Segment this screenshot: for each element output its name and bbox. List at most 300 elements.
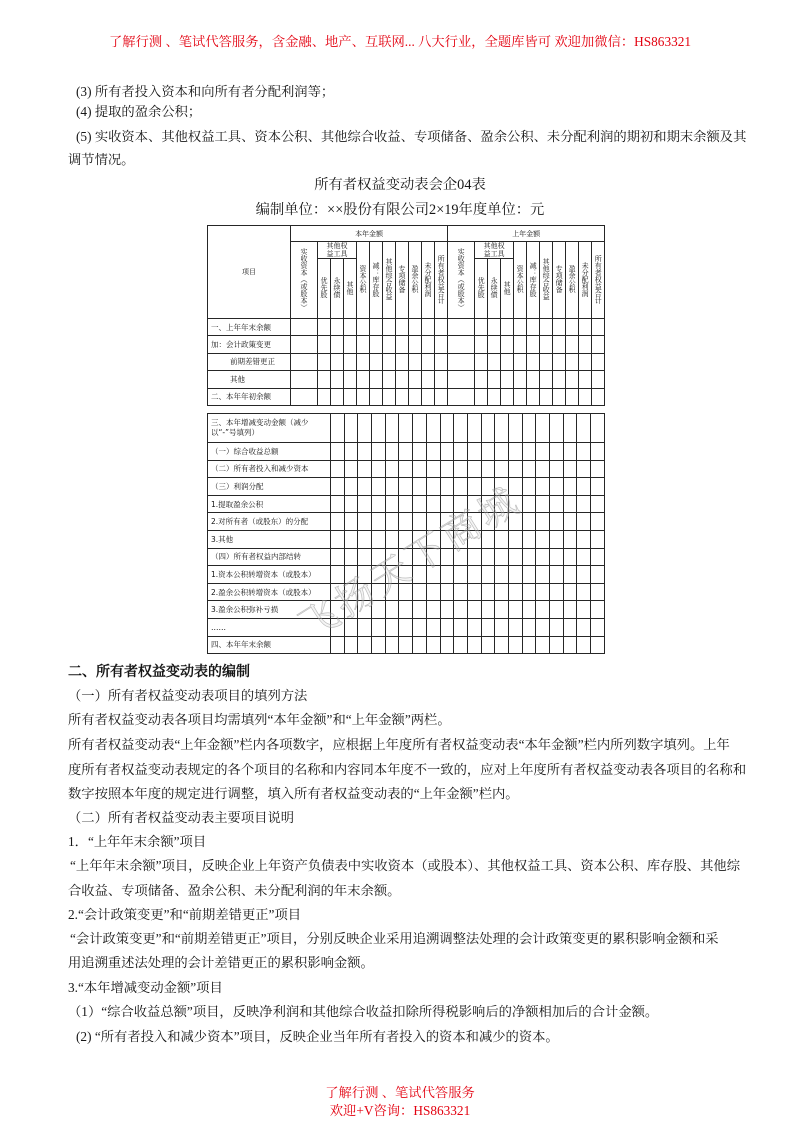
table-cell (357, 371, 370, 388)
table-cell (291, 371, 318, 388)
table-row (208, 530, 605, 548)
table-cell (522, 414, 536, 443)
col-label: 优先股 (477, 277, 486, 298)
equity-statement-table-top (207, 225, 605, 406)
table-cell (344, 371, 357, 388)
table-cell (579, 388, 592, 405)
table-cell (550, 566, 564, 584)
table-cell (467, 583, 481, 601)
table-cell (426, 478, 440, 496)
table-cell (358, 443, 372, 461)
table-cell (435, 371, 448, 388)
col-label: 资本公积 (516, 265, 525, 293)
table-cell (508, 495, 522, 513)
table-cell (540, 319, 553, 336)
table-cell (435, 319, 448, 336)
col-treasury-stock (370, 242, 383, 319)
row-label: 前期差错更正 (208, 353, 291, 370)
table-cell (475, 319, 488, 336)
col-other (501, 259, 514, 319)
table-cell (563, 443, 577, 461)
footer-line: 欢迎+V咨询：HS863321 (329, 1103, 471, 1118)
table-cell (344, 460, 358, 478)
table-cell (481, 495, 495, 513)
table-cell (550, 443, 564, 461)
table-cell (426, 513, 440, 531)
table-cell (522, 548, 536, 566)
table-cell (399, 513, 413, 531)
table-cell (481, 636, 495, 654)
table-cell (331, 495, 345, 513)
table-cell (577, 601, 591, 619)
table-cell (591, 601, 605, 619)
table-cell (481, 460, 495, 478)
table-cell (372, 601, 386, 619)
table-cell (536, 618, 550, 636)
table-row (208, 548, 605, 566)
statement-subtitle: 编制单位：××股份有限公司2×19年度单位：元 (255, 202, 545, 218)
col-label: 其他权益工具 (326, 242, 348, 258)
row-label: 其他 (208, 371, 291, 388)
table-cell (566, 371, 579, 388)
body-line: “会计政策变更”和“前期差错更正”项目，分别反映企业采用追溯调整法处理的会计政策变更的累积影响金额和采 (70, 931, 719, 946)
table-cell (577, 460, 591, 478)
table-cell (385, 583, 399, 601)
col-label: 其他权益工具 (483, 242, 505, 258)
table-cell (553, 336, 566, 353)
table-cell (370, 353, 383, 370)
body-line: （1）“综合收益总额”项目，反映净利润和其他综合收益扣除所得税影响后的净额相加后的合计金额。 (68, 1004, 659, 1019)
table-row (208, 388, 605, 405)
table-cell (481, 601, 495, 619)
table-cell (344, 414, 358, 443)
table-cell (435, 336, 448, 353)
table-cell (331, 478, 345, 496)
table-row (208, 566, 605, 584)
table-cell (383, 336, 396, 353)
table-cell (577, 566, 591, 584)
table-cell (422, 371, 435, 388)
table-cell (563, 548, 577, 566)
table-cell (591, 443, 605, 461)
table-cell (426, 443, 440, 461)
table-cell (577, 583, 591, 601)
col-preferred-stock (318, 259, 331, 319)
table-cell (522, 460, 536, 478)
table-cell (331, 336, 344, 353)
table-cell (522, 618, 536, 636)
table-cell (501, 371, 514, 388)
col-label: 所有者权益合计 (594, 254, 603, 304)
table-cell (291, 353, 318, 370)
col-retained-earnings (579, 242, 592, 319)
table-cell (467, 414, 481, 443)
table-cell (385, 636, 399, 654)
col-preferred-stock (475, 259, 488, 319)
table-cell (495, 414, 509, 443)
table-cell (413, 443, 427, 461)
table-cell (550, 460, 564, 478)
current-year-header (291, 226, 448, 242)
table-cell (592, 388, 605, 405)
table-cell (592, 371, 605, 388)
table-cell (399, 548, 413, 566)
table-cell (385, 618, 399, 636)
table-cell (514, 388, 527, 405)
table-row (208, 618, 605, 636)
col-label: 盈余公积 (411, 265, 419, 293)
table-cell (495, 495, 509, 513)
table-cell (331, 443, 345, 461)
item-heading: 2.“会计政策变更”和“前期差错更正”项目 (68, 907, 302, 922)
table-cell (358, 530, 372, 548)
col-label: 所有者权益合计 (437, 254, 446, 304)
table-cell (440, 460, 454, 478)
table-cell (522, 495, 536, 513)
table-cell (522, 566, 536, 584)
table-cell (358, 583, 372, 601)
table-cell (413, 618, 427, 636)
table-cell (383, 388, 396, 405)
table-cell (527, 388, 540, 405)
table-cell (409, 388, 422, 405)
col-special-reserve (553, 242, 566, 319)
table-cell (413, 530, 427, 548)
table-cell (426, 460, 440, 478)
table-cell (383, 371, 396, 388)
table-cell (508, 414, 522, 443)
table-cell (550, 530, 564, 548)
table-row (208, 513, 605, 531)
col-paid-in-capital (291, 242, 318, 319)
table-cell (440, 601, 454, 619)
col-other-equity-instruments (318, 242, 357, 259)
table-cell (592, 336, 605, 353)
table-cell (508, 530, 522, 548)
body-line: 度所有者权益变动表规定的各个项目的名称和内容同本年度不一致的，应对上年度所有者权益变动表各项目的名称和 (68, 762, 747, 777)
table-cell (440, 495, 454, 513)
table-cell (467, 530, 481, 548)
table-cell (413, 566, 427, 584)
col-perpetual-bonds (488, 259, 501, 319)
row-label: 2.对所有者（或股东）的分配 (208, 513, 331, 531)
table-cell (331, 530, 345, 548)
table-cell (357, 336, 370, 353)
row-label: 3.其他 (208, 530, 331, 548)
col-label: 其他 (346, 280, 354, 295)
item-heading: 3.“本年增减变动金额”项目 (68, 980, 223, 995)
table-cell (344, 636, 358, 654)
table-cell (467, 566, 481, 584)
table-cell (579, 336, 592, 353)
watermark: 飞扬天下商城 (291, 477, 529, 649)
table-cell (331, 636, 345, 654)
table-cell (577, 478, 591, 496)
table-cell (372, 495, 386, 513)
table-cell (522, 478, 536, 496)
table-cell (440, 548, 454, 566)
table-cell (495, 566, 509, 584)
table-cell (467, 601, 481, 619)
table-cell (566, 388, 579, 405)
col-capital-reserve (357, 242, 370, 319)
row-label: …… (208, 618, 331, 636)
col-other-equity-instruments (475, 242, 514, 259)
table-cell (372, 636, 386, 654)
table-cell (495, 513, 509, 531)
table-cell (579, 371, 592, 388)
table-cell (592, 353, 605, 370)
table-cell (577, 618, 591, 636)
table-cell (385, 548, 399, 566)
table-cell (454, 460, 468, 478)
table-cell (331, 371, 344, 388)
table-cell (357, 319, 370, 336)
col-surplus-reserve (409, 242, 422, 319)
table-cell (481, 443, 495, 461)
table-cell (566, 353, 579, 370)
table-cell (372, 460, 386, 478)
table-cell (467, 495, 481, 513)
table-cell (383, 353, 396, 370)
table-cell (454, 601, 468, 619)
table-row (208, 636, 605, 654)
table-cell (563, 460, 577, 478)
body-line: (2) “所有者投入和减少资本”项目，反映企业当年所有者投入的资本和减少的资本。 (76, 1029, 559, 1044)
row-label: 1.提取盈余公积 (208, 495, 331, 513)
body-line: “上年年末余额”项目，反映企业上年资产负债表中实收资本（或股本）、其他权益工具、资本公积、库存股、其他综 (70, 858, 740, 873)
table-row (208, 414, 605, 443)
table-cell (591, 636, 605, 654)
body-line: 数字按照本年度的规定进行调整，填入所有者权益变动表的“上年金额”栏内。 (68, 786, 519, 801)
table-cell (481, 618, 495, 636)
table-cell (508, 478, 522, 496)
table-cell (536, 636, 550, 654)
table-cell (448, 388, 475, 405)
footer-line: 了解行测 、笔试代答服务 (325, 1085, 475, 1100)
table-cell (396, 353, 409, 370)
table-cell (481, 566, 495, 584)
table-cell (514, 353, 527, 370)
table-cell (481, 548, 495, 566)
table-cell (553, 353, 566, 370)
table-cell (553, 319, 566, 336)
table-row (208, 478, 605, 496)
table-cell (577, 443, 591, 461)
table-cell (508, 513, 522, 531)
table-cell (553, 371, 566, 388)
table-cell (372, 566, 386, 584)
table-cell (540, 353, 553, 370)
col-label: 未分配利润 (581, 261, 590, 297)
table-cell (508, 618, 522, 636)
table-cell (591, 478, 605, 496)
table-cell (358, 460, 372, 478)
table-cell (553, 388, 566, 405)
table-cell (522, 583, 536, 601)
table-cell (413, 495, 427, 513)
table-cell (358, 495, 372, 513)
table-cell (409, 371, 422, 388)
table-cell (435, 353, 448, 370)
table-cell (550, 548, 564, 566)
table-cell (508, 548, 522, 566)
row-label: （二）所有者投入和减少资本 (208, 460, 331, 478)
table-cell (522, 530, 536, 548)
table-cell (331, 601, 345, 619)
table-cell (536, 530, 550, 548)
table-cell (331, 583, 345, 601)
table-cell (563, 478, 577, 496)
table-cell (385, 566, 399, 584)
table-cell (409, 353, 422, 370)
col-label: 实收资本（或股本） (300, 247, 308, 311)
table-cell (467, 460, 481, 478)
table-cell (426, 530, 440, 548)
table-cell (481, 513, 495, 531)
col-label: 专项储备 (398, 265, 406, 293)
table-cell (591, 513, 605, 531)
row-label: 一、上年年末余额 (208, 319, 291, 336)
table-cell (467, 443, 481, 461)
table-cell (331, 414, 345, 443)
table-cell (344, 319, 357, 336)
table-cell (550, 414, 564, 443)
col-label: 减：库存股 (529, 261, 538, 297)
table-cell (488, 353, 501, 370)
table-cell (467, 513, 481, 531)
intro-item: (3) 所有者投入资本和向所有者分配利润等； (76, 84, 335, 99)
prior-year-header (448, 226, 605, 242)
table-cell (540, 336, 553, 353)
table-cell (481, 414, 495, 443)
table-cell (591, 530, 605, 548)
table-row (208, 495, 605, 513)
table-cell (331, 548, 345, 566)
col-label: 其他 (503, 280, 512, 295)
table-cell (440, 636, 454, 654)
table-cell (372, 583, 386, 601)
table-cell (426, 636, 440, 654)
table-cell (344, 618, 358, 636)
table-cell (372, 618, 386, 636)
row-label: 2.盈余公积转增资本（或股本） (208, 583, 331, 601)
intro-item-continuation: 调节情况。 (68, 152, 135, 167)
table-cell (495, 636, 509, 654)
table-cell (318, 319, 331, 336)
table-cell (536, 414, 550, 443)
table-cell (358, 414, 372, 443)
table-cell (358, 618, 372, 636)
table-cell (358, 566, 372, 584)
table-cell (501, 388, 514, 405)
table-cell (385, 495, 399, 513)
table-cell (563, 414, 577, 443)
table-cell (475, 353, 488, 370)
table-cell (370, 371, 383, 388)
table-cell (475, 371, 488, 388)
table-cell (488, 319, 501, 336)
col-label: 其他综合收益 (542, 258, 551, 300)
table-cell (501, 319, 514, 336)
table-row (208, 443, 605, 461)
table-cell (448, 371, 475, 388)
col-paid-in-capital (448, 242, 475, 319)
table-cell (357, 353, 370, 370)
table-cell (536, 495, 550, 513)
row-label: （一）综合收益总额 (208, 443, 331, 461)
table-cell (592, 319, 605, 336)
table-row (208, 353, 605, 370)
table-cell (577, 530, 591, 548)
item-heading: 1．“上年年末余额”项目 (68, 834, 207, 849)
row-label: （四）所有者权益内部结转 (208, 548, 331, 566)
table-cell (318, 388, 331, 405)
table-cell (399, 636, 413, 654)
table-cell (579, 353, 592, 370)
table-cell (413, 460, 427, 478)
table-cell (591, 495, 605, 513)
table-cell (527, 319, 540, 336)
table-cell (591, 460, 605, 478)
table-cell (501, 336, 514, 353)
table-cell (358, 636, 372, 654)
table-cell (563, 566, 577, 584)
table-cell (579, 319, 592, 336)
table-cell (399, 414, 413, 443)
table-cell (399, 530, 413, 548)
table-row (208, 336, 605, 353)
table-row (208, 583, 605, 601)
table-cell (495, 530, 509, 548)
table-cell (435, 388, 448, 405)
table-cell (399, 460, 413, 478)
table-cell (566, 336, 579, 353)
table-cell (550, 495, 564, 513)
table-cell (396, 319, 409, 336)
col-total-equity (435, 242, 448, 319)
col-surplus-reserve (566, 242, 579, 319)
table-cell (536, 583, 550, 601)
col-oci (383, 242, 396, 319)
row-label: 3.盈余公积弥补亏损 (208, 601, 331, 619)
table-cell (291, 388, 318, 405)
section-heading: 二、所有者权益变动表的编制 (68, 664, 250, 680)
table-cell (454, 566, 468, 584)
table-cell (522, 513, 536, 531)
col-label: 优先股 (320, 277, 328, 298)
table-cell (291, 319, 318, 336)
table-cell (357, 388, 370, 405)
table-cell (454, 495, 468, 513)
table-cell (426, 583, 440, 601)
table-cell (488, 371, 501, 388)
table-cell (591, 566, 605, 584)
table-cell (372, 478, 386, 496)
table-cell (563, 513, 577, 531)
table-cell (440, 530, 454, 548)
table-cell (440, 414, 454, 443)
table-cell (563, 495, 577, 513)
table-cell (370, 388, 383, 405)
table-cell (413, 548, 427, 566)
table-cell (527, 336, 540, 353)
table-cell (440, 513, 454, 531)
row-label: 1.资本公积转增资本（或股本） (208, 566, 331, 584)
table-cell (331, 566, 345, 584)
table-cell (508, 583, 522, 601)
table-cell (372, 443, 386, 461)
